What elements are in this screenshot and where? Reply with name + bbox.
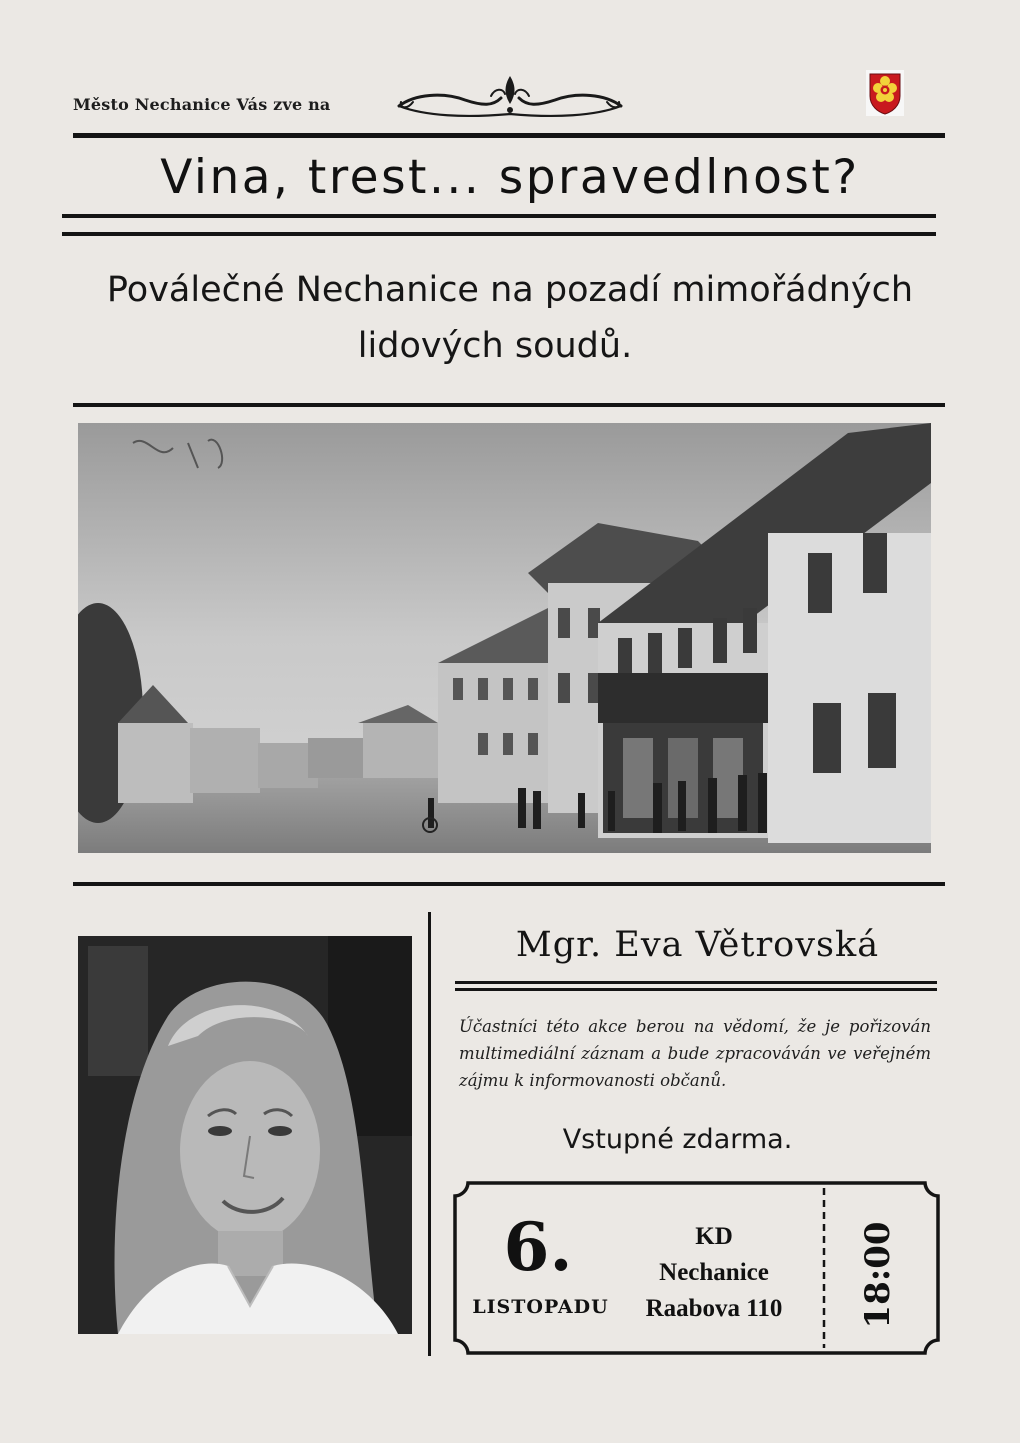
rule-above-photo <box>73 403 945 407</box>
rule-top <box>73 133 945 138</box>
rule-title-2 <box>62 232 936 236</box>
event-subtitle <box>30 262 990 374</box>
rule-title-1 <box>62 214 936 218</box>
speaker-portrait-photo <box>78 936 412 1334</box>
vertical-divider <box>428 912 431 1356</box>
subtitle-line-1: Poválečné Nechanice na pozadí mimořádných <box>106 270 914 310</box>
rule-below-photo <box>73 882 945 886</box>
ornament-divider-icon <box>395 72 625 124</box>
speaker-name: Mgr. Eva Větrovská <box>515 925 880 965</box>
event-month: LISTOPADU <box>472 1296 609 1318</box>
consent-notice: Účastníci této akce berou na vědomí, že je pořizován multimediální záznam a bude zpracováván ve veřejném zájmu k informovanosti občanů. <box>459 1017 931 1090</box>
invite-text: Město Nechanice Vás zve na <box>73 95 331 114</box>
event-title: Vina, trest... spravedlnost? <box>160 150 860 205</box>
rule-speaker-2 <box>455 988 937 991</box>
venue-line-3: Raabova 110 <box>645 1295 783 1322</box>
town-coat-of-arms-icon <box>866 70 904 116</box>
subtitle-line-2: lidových soudů. <box>357 326 633 366</box>
event-time <box>838 1221 918 1329</box>
admission-text: Vstupné zdarma. <box>562 1124 793 1155</box>
rule-speaker-1 <box>455 981 937 984</box>
event-day: 6. <box>503 1208 573 1286</box>
event-time-label: 18:00 <box>858 1221 898 1329</box>
historic-street-photo <box>78 423 931 853</box>
venue-line-2: Nechanice <box>659 1259 769 1286</box>
venue-line-1: KD <box>695 1223 733 1250</box>
event-venue <box>628 1219 800 1327</box>
